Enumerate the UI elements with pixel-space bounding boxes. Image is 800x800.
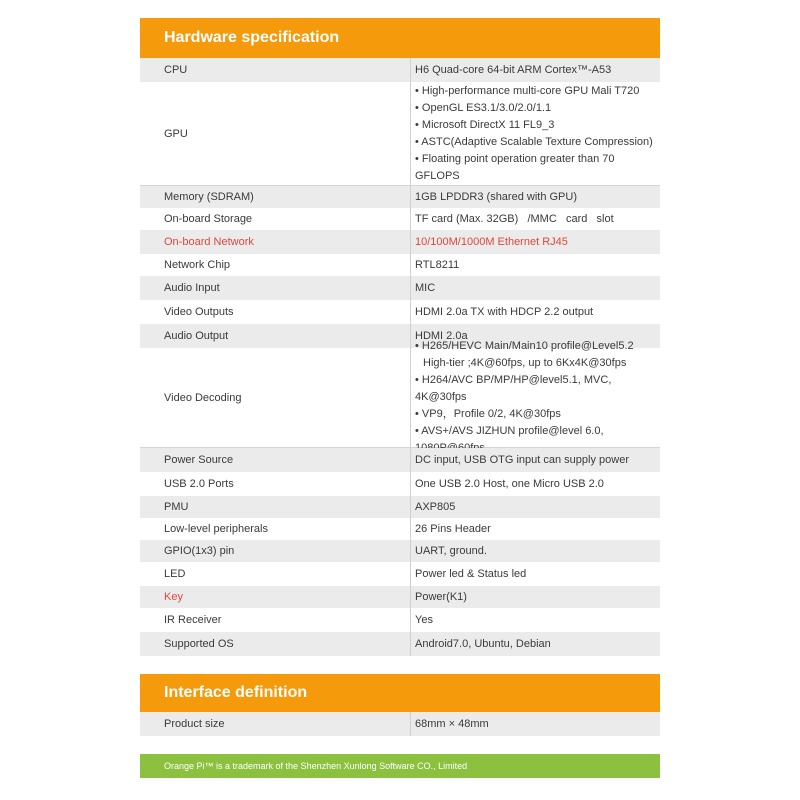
- spec-label: Supported OS: [164, 638, 234, 650]
- hardware-spec-header: [140, 18, 660, 58]
- spec-label: Low-level peripherals: [164, 523, 268, 535]
- spec-row-product-size: [140, 712, 660, 736]
- interface-definition-header: [140, 674, 660, 712]
- spec-bullet: • Microsoft DirectX 11 FL9_3: [415, 118, 555, 131]
- spec-value-list: [410, 82, 660, 185]
- spec-value: 68mm × 48mm: [410, 712, 660, 736]
- spec-row-audio-input: [140, 276, 660, 300]
- spec-row-power-source: [140, 448, 660, 472]
- spec-bullet: • OpenGL ES3.1/3.0/2.0/1.1: [415, 101, 552, 114]
- spec-bullet: • High-performance multi-core GPU Mali T720: [415, 84, 640, 97]
- spec-label: CPU: [164, 64, 188, 76]
- spec-label: GPU: [164, 127, 188, 140]
- spec-label: On-board Network: [164, 236, 254, 248]
- spec-label: GPIO(1x3) pin: [164, 545, 235, 557]
- spec-label: Audio Input: [164, 282, 220, 294]
- spec-value: MIC: [410, 276, 660, 300]
- spec-label: USB 2.0 Ports: [164, 478, 234, 490]
- spec-value: Yes: [410, 608, 660, 632]
- spec-row-pmu: [140, 496, 660, 518]
- spec-value: UART, ground.: [410, 540, 660, 562]
- spec-row-os: [140, 632, 660, 656]
- spec-row-led: [140, 562, 660, 586]
- spec-value: 10/100M/1000M Ethernet RJ45: [410, 230, 660, 254]
- spec-bullet: • ASTC(Adaptive Scalable Texture Compression): [415, 135, 653, 148]
- spec-row-key: [140, 586, 660, 608]
- spec-row-peripherals: [140, 518, 660, 540]
- spec-value: AXP805: [410, 496, 660, 518]
- spec-bullet: • Floating point operation greater than 70 GFLOPS: [415, 152, 615, 182]
- trademark-text: Orange Pi™ is a trademark of the Shenzhen Xunlong Software CO., Limited: [164, 761, 468, 771]
- hardware-spec-table: [140, 58, 660, 656]
- spec-label: PMU: [164, 501, 189, 513]
- spec-value: HDMI 2.0a: [410, 324, 660, 348]
- spec-bullet: • H264/AVC BP/MP/HP@level5.1, MVC, 4K@30fps: [415, 374, 612, 403]
- spec-value: Power led & Status led: [410, 562, 660, 586]
- interface-definition-table: [140, 712, 660, 736]
- spec-row-storage: [140, 208, 660, 230]
- trademark-footer: [140, 754, 660, 778]
- spec-value: DC input, USB OTG input can supply power: [410, 448, 660, 472]
- spec-row-network-chip: [140, 254, 660, 276]
- spec-value: 26 Pins Header: [410, 518, 660, 540]
- spec-label: Power Source: [164, 454, 234, 466]
- interface-definition-title: Interface definition: [164, 684, 308, 701]
- spec-row-gpu: [140, 82, 660, 186]
- spec-label: Network Chip: [164, 259, 231, 271]
- spec-bullet: • VP9，Profile 0/2, 4K@30fps: [415, 408, 561, 420]
- spec-label: IR Receiver: [164, 614, 222, 626]
- spec-bullet: High-tier ;4K@60fps, up to 6Kx4K@30fps: [423, 357, 627, 369]
- spec-label: Product size: [164, 718, 225, 730]
- spec-value: Power(K1): [410, 586, 660, 608]
- spec-row-cpu: [140, 58, 660, 82]
- spec-row-gpio: [140, 540, 660, 562]
- spec-value: One USB 2.0 Host, one Micro USB 2.0: [410, 472, 660, 496]
- spec-row-video-outputs: [140, 300, 660, 324]
- spec-value: TF card (Max. 32GB) /MMC card slot: [410, 208, 660, 230]
- spec-label: LED: [164, 568, 186, 580]
- spec-row-usb: [140, 472, 660, 496]
- spec-value: 1GB LPDDR3 (shared with GPU): [410, 186, 660, 208]
- spec-row-network: [140, 230, 660, 254]
- spec-label: Memory (SDRAM): [164, 191, 254, 203]
- spec-row-video-decoding: [140, 340, 660, 448]
- spec-bullet: • H265/HEVC Main/Main10 profile@Level5.2: [415, 340, 634, 352]
- spec-value: Android7.0, Ubuntu, Debian: [410, 632, 660, 656]
- spec-label: Video Outputs: [164, 306, 234, 318]
- spec-value: HDMI 2.0a TX with HDCP 2.2 output: [410, 300, 660, 324]
- spec-row-memory: [140, 186, 660, 208]
- spec-bullet: • AVS+/AVS JIZHUN profile@level 6.0,: [415, 425, 604, 437]
- spec-label: On-board Storage: [164, 213, 253, 225]
- spec-value: RTL8211: [410, 254, 660, 276]
- spec-value-list: [410, 340, 660, 447]
- spec-label: Key: [164, 591, 183, 603]
- spec-label: Video Decoding: [164, 391, 242, 404]
- spec-label: Audio Output: [164, 330, 229, 342]
- hardware-spec-title: Hardware specification: [164, 29, 340, 46]
- spec-row-ir: [140, 608, 660, 632]
- spec-value: H6 Quad-core 64-bit ARM Cortex™-A53: [410, 58, 660, 82]
